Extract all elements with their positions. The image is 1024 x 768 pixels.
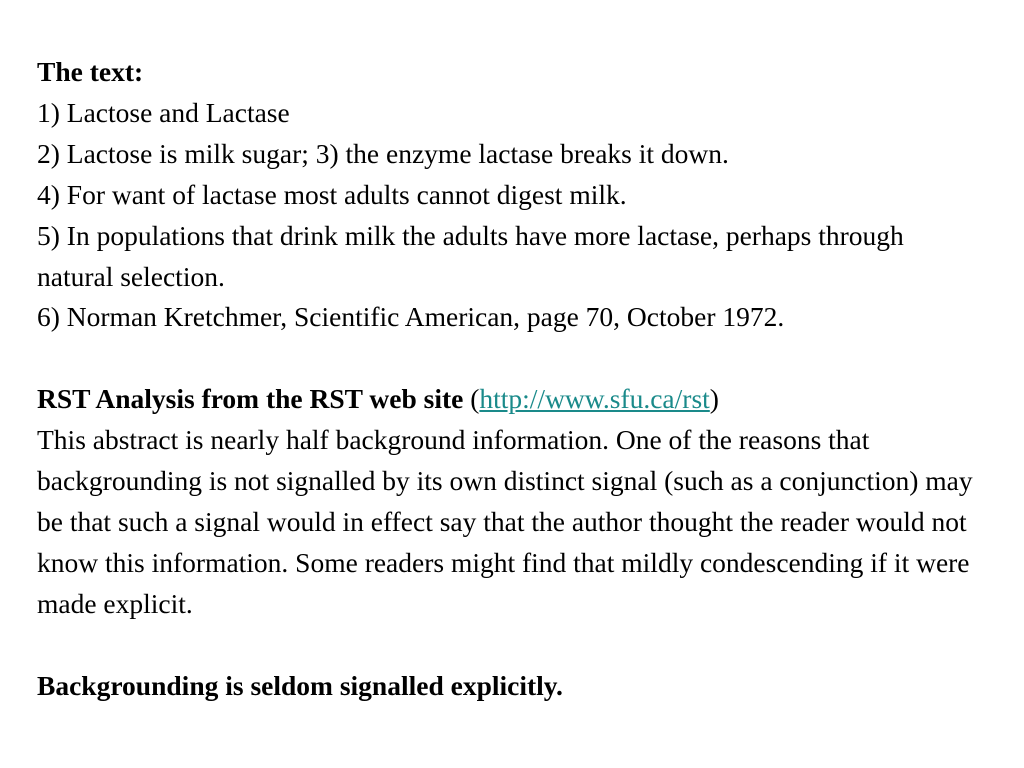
rst-body: This abstract is nearly half background information. One of the reasons that backgrounding is not signalled by its own distinct signal (such as a conjunction) may be that such a signal would in effect say that the author thought the reader would not know this information. Some readers might find that mildly condescending if it were made explicit. (37, 424, 973, 619)
text-item-5: 6) Norman Kretchmer, Scientific American, page 70, October 1972. (37, 301, 785, 333)
rst-heading: RST Analysis from the RST web site (37, 383, 464, 415)
spacer (37, 625, 997, 666)
rst-paren-open: ( (463, 383, 480, 415)
text-item-4: 5) In populations that drink milk the adults have more lactase, perhaps through natural selection. (37, 219, 904, 292)
text-item-3: 4) For want of lactase most adults cannot digest milk. (37, 178, 627, 210)
rst-heading-line (37, 379, 997, 420)
text-item-2: 2) Lactose is milk sugar; 3) the enzyme lactase breaks it down. (37, 137, 729, 169)
slide-content (37, 52, 997, 706)
spacer (37, 338, 997, 379)
rst-paren-close: ) (709, 383, 719, 415)
text-item-1: 1) Lactose and Lactase (37, 96, 290, 128)
rst-link[interactable]: http://www.sfu.ca/rst (479, 383, 710, 415)
text-heading: The text: (37, 56, 144, 87)
conclusion-text: Backgrounding is seldom signalled explicitly. (37, 669, 563, 701)
